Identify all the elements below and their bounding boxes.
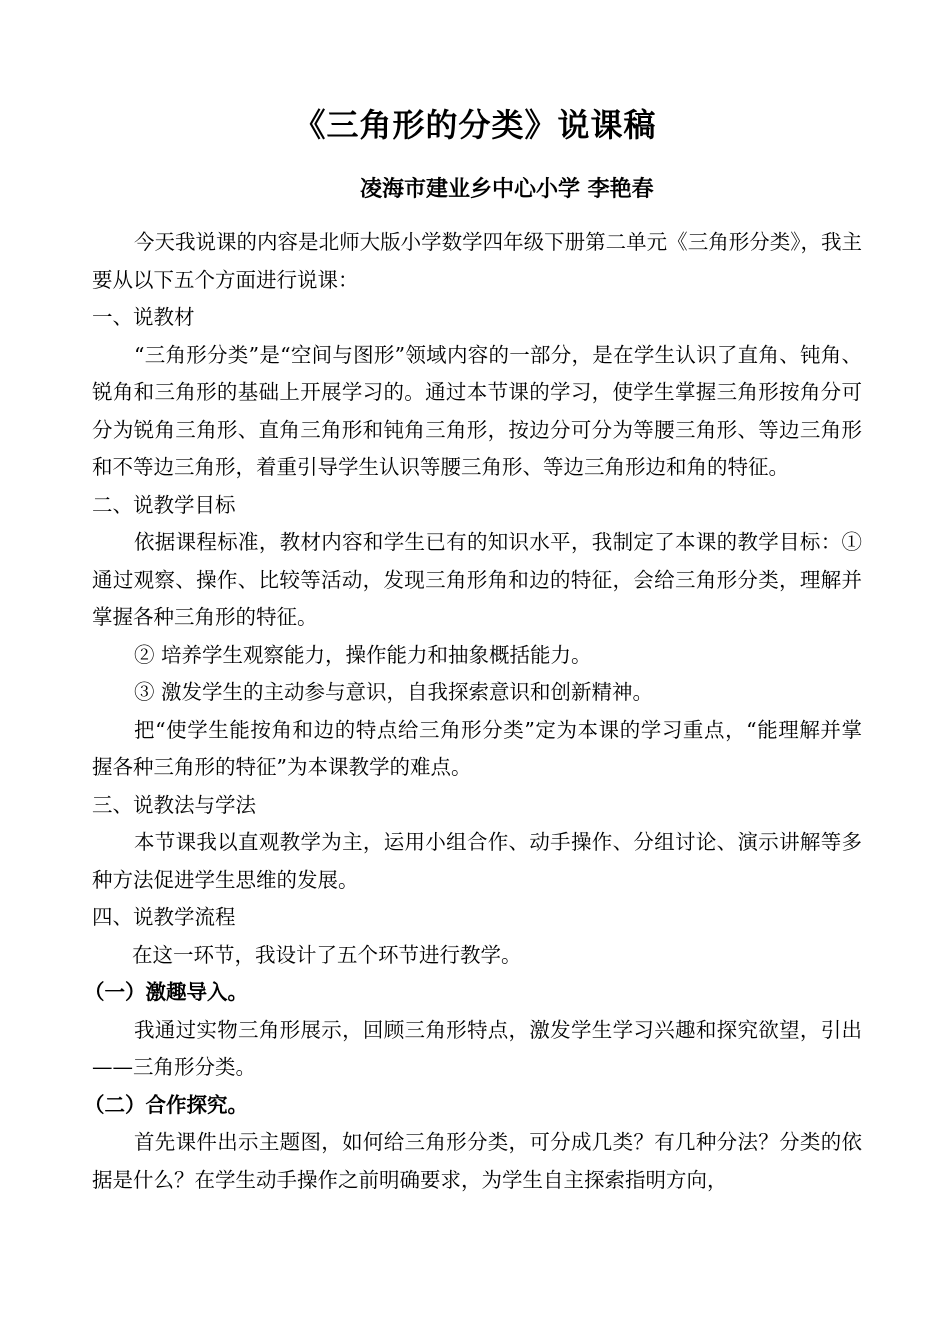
- paragraph-goal-3: ③ 激发学生的主动参与意识，自我探索意识和创新精神。: [134, 680, 654, 704]
- subheading-1: （一）激趣导入。: [84, 980, 248, 1004]
- document-body: [84, 224, 862, 1199]
- paragraph-methods: 本节课我以直观教学为主，运用小组合作、动手操作、分组讨论、演示讲解等多种方法促进学生思维的发展。: [92, 830, 862, 892]
- subheading-2: （二）合作探究。: [84, 1092, 248, 1117]
- section-heading-3: 三、说教法与学法: [92, 792, 256, 817]
- paragraph-explore: 首先课件出示主题图，如何给三角形分类，可分成几类？有几种分法？分类的依据是什么？在学生动手操作之前明确要求，为学生自主探索指明方向，: [92, 1130, 862, 1192]
- paragraph-textbook: “三角形分类”是“空间与图形”领域内容的一部分，是在学生认识了直角、钝角、锐角和三角形的基础上开展学习的。通过本节课的学习，使学生掌握三角形按角分可分为锐角三角形、直角三角形和钝角三角形，按边分可分为等腰三角形、等边三角形和不等边三角形，着重引导学生认识等腰三角形、等边三角形边和角的特征。: [92, 342, 862, 479]
- document-title: 《三角形的分类》说课稿: [293, 106, 657, 144]
- paragraph-flow-intro: 在这一环节，我设计了五个环节进行教学。: [132, 942, 522, 967]
- section-heading-4: 四、说教学流程: [92, 905, 236, 929]
- paragraph-goals: 依据课程标准，教材内容和学生已有的知识水平，我制定了本课的教学目标：①通过观察、操作、比较等活动，发现三角形角和边的特征，会给三角形分类，理解并掌握各种三角形的特征。: [92, 530, 862, 629]
- paragraph-key-points: 把“使学生能按角和边的特点给三角形分类”定为本课的学习重点，“能理解并掌握各种三角形的特征”为本课教学的难点。: [92, 717, 862, 779]
- paragraph-intro: 今天我说课的内容是北师大版小学数学四年级下册第二单元《三角形分类》，我主要从以下五个方面进行说课：: [92, 230, 862, 292]
- paragraph-lead-in: 我通过实物三角形展示，回顾三角形特点，激发学生学习兴趣和探究欲望，引出——三角形分类。: [92, 1017, 862, 1079]
- paragraph-goal-2: ② 培养学生观察能力，操作能力和抽象概括能力。: [134, 642, 592, 667]
- section-heading-2: 二、说教学目标: [92, 492, 236, 517]
- author-line: 凌海市建业乡中心小学 李艳春: [360, 177, 654, 202]
- section-heading-1: 一、说教材: [92, 305, 195, 329]
